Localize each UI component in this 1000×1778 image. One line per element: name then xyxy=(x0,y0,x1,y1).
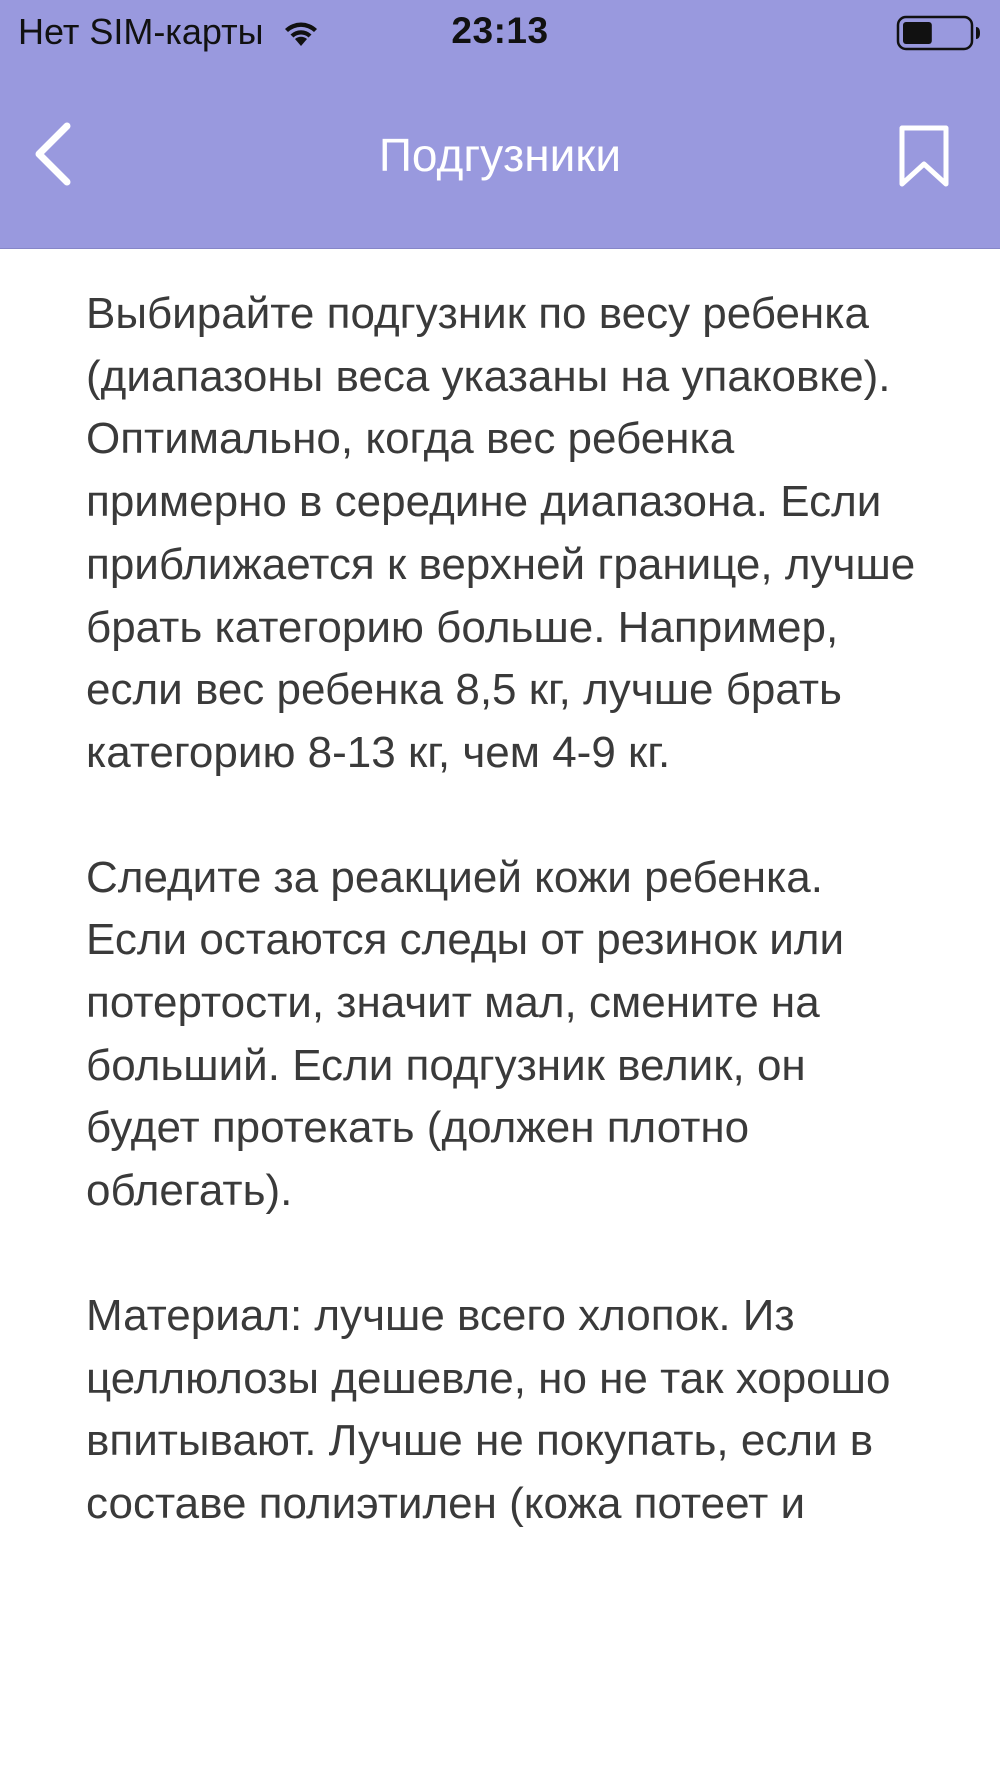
article-paragraph: Следите за реакцией кожи ребенка. Если остаются следы от резинок или потертости, значит мал, смените на больший. Если подгузник велик, он будет протекать (должен плотно облегать). xyxy=(86,852,845,1216)
status-bar xyxy=(0,0,1000,64)
page-title: Подгузники xyxy=(378,129,622,181)
clock: 23:13 xyxy=(451,10,549,51)
article-paragraph: Выбирайте подгузник по весу ребенка (диапазоны веса указаны на упаковке). Оптимально, когда вес ребенка примерно в середине диапазона. Если приближается к верхней границе, лучше брать категорию больше. Например, если вес ребенка 8,5 кг, лучше брать категорию 8-13 кг, чем 4-9 кг. xyxy=(86,289,916,777)
article-body xyxy=(86,283,926,1598)
app-header xyxy=(0,0,1000,249)
bookmark-button[interactable] xyxy=(892,118,956,194)
bookmark-icon xyxy=(897,124,951,188)
nav-bar xyxy=(0,100,1000,220)
article-paragraph: Материал: лучше всего хлопок. Из целлюлозы дешевле, но не так хорошо впитывают. Лучше не покупать, если в составе полиэтилен (кожа потеет и xyxy=(86,1290,891,1528)
battery-fill xyxy=(903,22,932,44)
carrier-label: Нет SIM-карты xyxy=(18,11,264,52)
battery-icon xyxy=(896,14,982,52)
